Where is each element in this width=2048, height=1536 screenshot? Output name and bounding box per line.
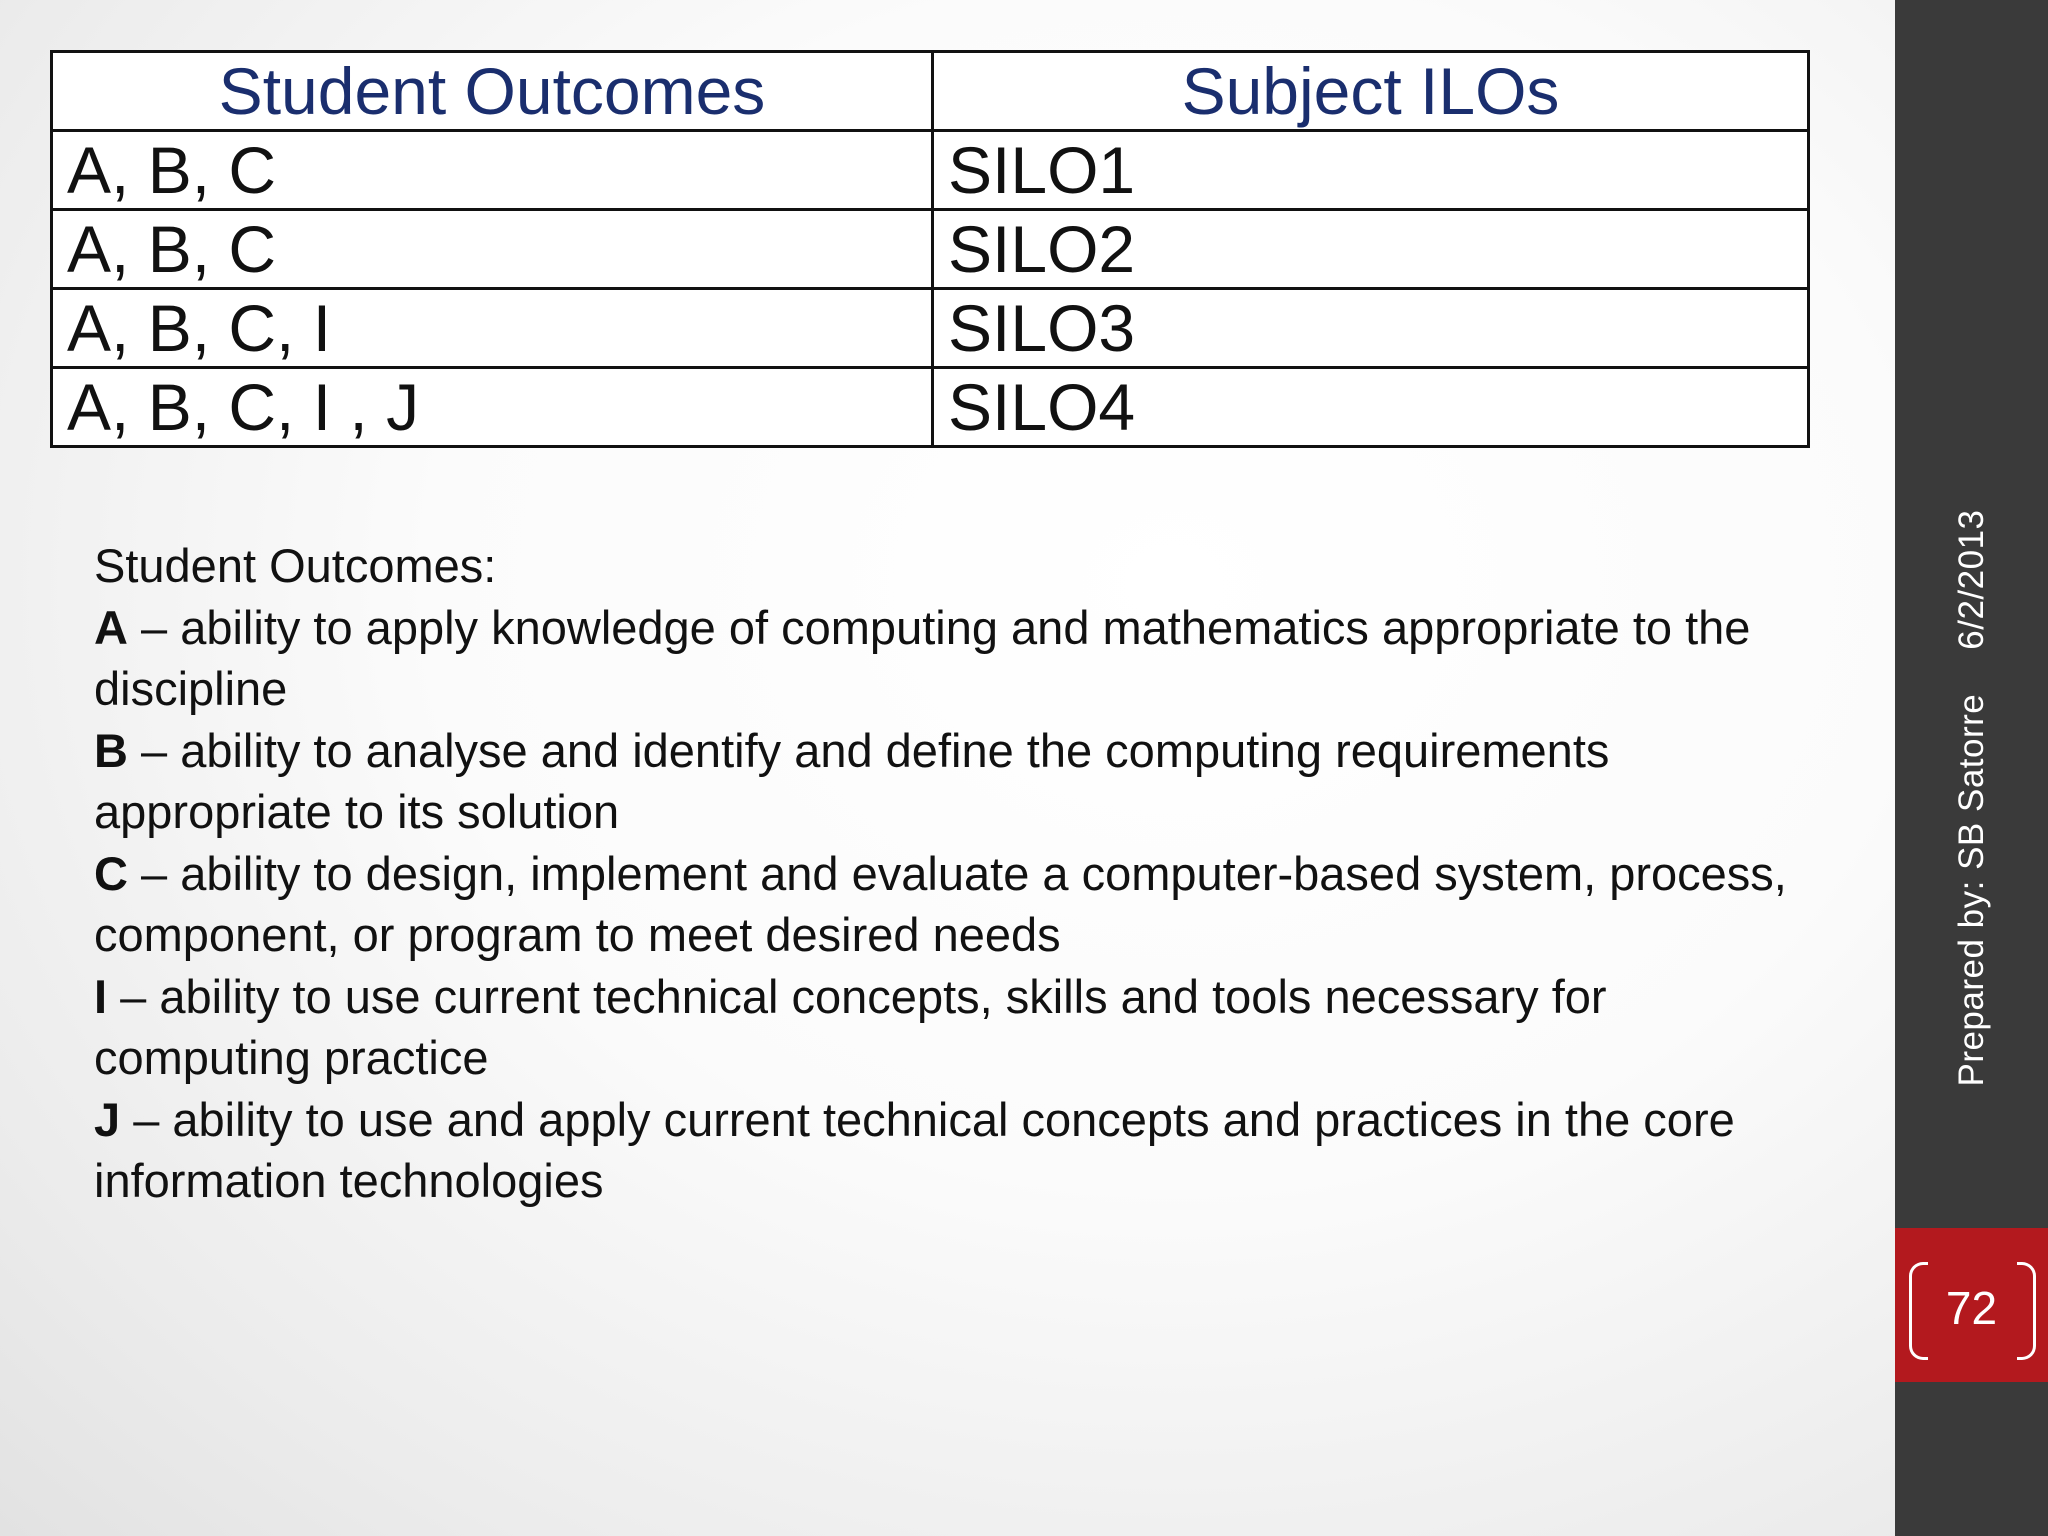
legend-text: – ability to design, implement and evaluate a computer-based system, process, component, or program to meet desired needs	[94, 846, 1787, 961]
legend-letter: A	[94, 600, 128, 654]
prepared-by-label: Prepared by: SB Satorre	[1952, 693, 1991, 1087]
ilo-cell: SILO3	[933, 289, 1809, 368]
page-number: 72	[1945, 1282, 1998, 1334]
legend-item	[94, 720, 1834, 843]
legend-text: – ability to apply knowledge of computing and mathematics appropriate to the discipline	[94, 600, 1751, 715]
outcomes-legend	[94, 535, 1834, 1212]
table-row	[52, 289, 1809, 368]
page-number-box	[1895, 1228, 2048, 1382]
outcomes-cell: A, B, C, I , J	[52, 368, 933, 447]
ilo-cell: SILO1	[933, 131, 1809, 210]
slide-date: 6/2/2013	[1952, 509, 1991, 650]
legend-letter: J	[94, 1092, 121, 1146]
legend-text: – ability to use current technical concepts, skills and tools necessary for computing practice	[94, 969, 1607, 1084]
legend-item	[94, 597, 1834, 720]
legend-letter: I	[94, 969, 108, 1023]
outcomes-cell: A, B, C, I	[52, 289, 933, 368]
header-subject-ilos: Subject ILOs	[933, 52, 1809, 131]
header-student-outcomes: Student Outcomes	[52, 52, 933, 131]
table-row	[52, 131, 1809, 210]
outcomes-table	[50, 50, 1810, 448]
table-header-row	[52, 52, 1809, 131]
legend-item	[94, 1089, 1834, 1212]
outcomes-cell: A, B, C	[52, 131, 933, 210]
table-row	[52, 368, 1809, 447]
legend-text: – ability to analyse and identify and define the computing requirements appropriate to its solution	[94, 723, 1610, 838]
legend-item	[94, 966, 1834, 1089]
outcomes-cell: A, B, C	[52, 210, 933, 289]
ilo-cell: SILO4	[933, 368, 1809, 447]
legend-text: – ability to use and apply current technical concepts and practices in the core information technologies	[94, 1092, 1735, 1207]
legend-letter: C	[94, 846, 128, 900]
legend-heading: Student Outcomes:	[94, 539, 497, 592]
ilo-cell: SILO2	[933, 210, 1809, 289]
table-row	[52, 210, 1809, 289]
legend-letter: B	[94, 723, 128, 777]
legend-item	[94, 843, 1834, 966]
footer-vertical-text	[1952, 509, 1992, 1086]
